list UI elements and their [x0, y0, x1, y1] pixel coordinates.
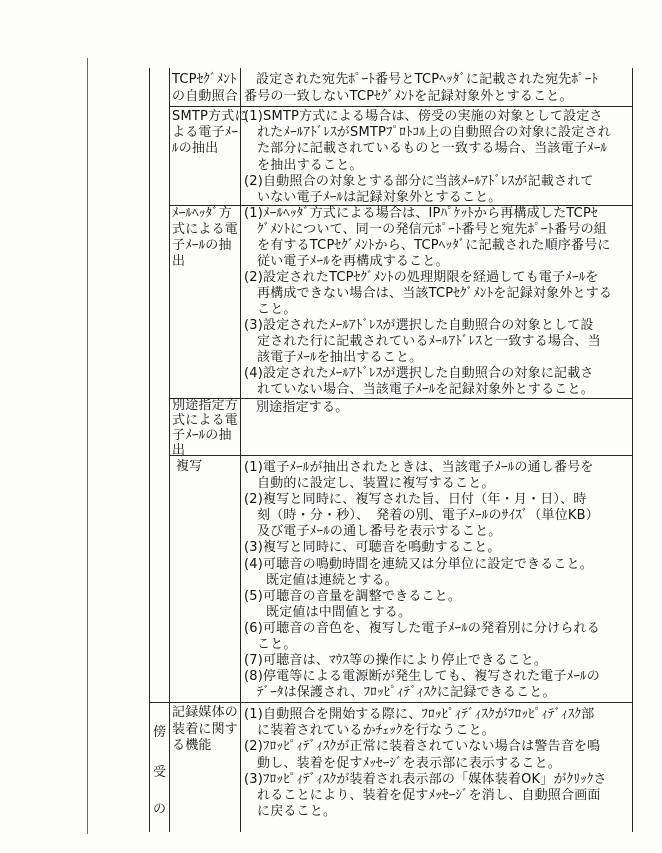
item-name-line: 別途指定方 [172, 398, 239, 413]
item-name-cell [170, 72, 240, 106]
item-description-cell [241, 398, 631, 455]
item-name-line: 出 [172, 443, 186, 458]
left-margin-rule [87, 58, 88, 834]
description-line: 番号の一致しないTCPｾｸﾞﾒﾝﾄを記録対象外とすること。 [244, 88, 573, 104]
item-name-cell [170, 702, 240, 826]
row-copy [149, 455, 632, 702]
table-right-border [632, 68, 633, 832]
description-line: れたﾒｰﾙｱﾄﾞﾚｽがSMTPﾌﾟﾛﾄｺﾙ上の自動照合の対象に設定され [257, 125, 611, 141]
item-name-line: る機能 [172, 738, 212, 753]
item-name-line: 式による電 [172, 222, 239, 237]
description-line: こと。 [257, 637, 297, 653]
item-name-cell [170, 205, 240, 398]
item-name-line: 記録媒体の [172, 705, 239, 720]
item-description-cell [241, 455, 631, 702]
description-line: (3)複写と同時に、可聴音を鳴動すること。 [244, 540, 501, 556]
item-name-line: 複写 [176, 459, 203, 474]
description-line: 定された行に記載されているﾒｰﾙｱﾄﾞﾚｽと一致する場合、当 [257, 334, 601, 349]
group-label-char: 傍 [152, 725, 166, 740]
description-line: (1)ﾒｰﾙﾍｯﾀﾞ方式による場合は、IPﾊﾟｹｯﾄから再構成したTCPｾ [244, 206, 598, 221]
item-name-line: 子ﾒｰﾙの抽 [172, 428, 232, 443]
item-name-line: よる電子ﾒｰ [172, 125, 239, 141]
description-line: れることにより、装着を促すﾒｯｾｰｼﾞを消し、自動照合画面 [257, 788, 601, 804]
item-name-line: 式による電 [172, 413, 239, 428]
description-line: (3)ﾌﾛｯﾋﾟｨﾃﾞｨｽｸが装着され表示部の「媒体装着OK」がｸﾘｯｸさ [244, 771, 607, 787]
item-name-line: 子ﾒｰﾙの抽 [172, 238, 232, 253]
description-line: (2)設定されたTCPｾｸﾞﾒﾝﾄの処理期限を経過しても電子ﾒｰﾙを [244, 270, 599, 285]
item-description-cell [241, 205, 631, 398]
item-description-cell [241, 106, 631, 205]
description-line: に装着されているかﾁｪｯｸを行なうこと。 [257, 723, 496, 739]
item-name-line: 出 [172, 254, 186, 269]
row-tcp-segment-auto-match [149, 72, 632, 106]
description-line: 既定値は中間値とする。 [266, 604, 412, 620]
item-name-line: ﾙの抽出 [172, 141, 219, 157]
description-line: 刻（時・分・秒）、 発着の別、電子ﾒｰﾙのｻｲｽﾞ（単位KB） [257, 508, 599, 524]
description-line: れていない場合、当該電子ﾒｰﾙを記録対象外とすること。 [257, 382, 594, 397]
item-name-cell [170, 398, 240, 458]
item-name-line: の自動照合 [172, 88, 239, 104]
row-media-mount-function [149, 702, 632, 826]
description-line: (1)電子ﾒｰﾙが抽出されたときは、当該電子ﾒｰﾙの通し番号を [244, 460, 594, 475]
description-line: 及び電子ﾒｰﾙの通し番号を表示すること。 [257, 524, 502, 540]
description-line: (3)設定されたﾒｰﾙｱﾄﾞﾚｽが選択した自動照合の対象として設 [244, 318, 594, 333]
group-label-char: の [152, 802, 166, 817]
description-line: (7)可聴音は、ﾏｳｽ等の操作により停止できること。 [244, 653, 548, 669]
item-name-line: ﾒｰﾙﾍｯﾀﾞ方 [172, 206, 232, 221]
description-line: 既定値は連続とする。 [266, 572, 399, 588]
description-line: (1)自動照合を開始する際に、ﾌﾛｯﾋﾟｨﾃﾞｨｽｸがﾌﾛｯﾋﾟｨﾃﾞｨｽｸ部 [244, 707, 595, 722]
description-line: (6)可聴音の音色を、複写した電子ﾒｰﾙの発着別に分けられる [244, 620, 600, 636]
description-line: (2)ﾌﾛｯﾋﾟｨﾃﾞｨｽｸが正常に装着されていない場合は警告音を鳴 [244, 739, 601, 755]
description-line: 動し、装着を促すﾒｯｾｰｼﾞを表示部に表示すること。 [257, 755, 562, 771]
description-line: 別途指定する。 [256, 400, 349, 415]
description-line: を抽出すること。 [257, 157, 363, 173]
item-name-cell [170, 106, 248, 205]
description-line: こと。 [257, 302, 297, 317]
description-line: ｸﾞﾒﾝﾄについて、同一の発信元ﾎﾟｰﾄ番号と宛先ﾎﾟｰﾄ番号の組 [257, 222, 607, 237]
group-label-char: 受 [152, 765, 166, 780]
description-line: に戻ること。 [257, 804, 337, 820]
item-name-line: TCPｾｸﾞﾒﾝﾄ [172, 72, 237, 87]
description-line: (4)設定されたﾒｰﾙｱﾄﾞﾚｽが選択した自動照合の対象に記載さ [244, 366, 594, 381]
description-line: 設定された宛先ﾎﾟｰﾄ番号とTCPﾍｯﾀﾞに記載された宛先ﾎﾟｰﾄ [256, 72, 599, 87]
description-line: (2)自動照合の対象とする部分に当該ﾒｰﾙｱﾄﾞﾚｽが記載されて [244, 173, 594, 189]
row-separately-specified-extraction [149, 398, 632, 458]
item-name-line: SMTP方式に [172, 109, 248, 124]
description-line: (1)SMTP方式による場合は、傍受の実施の対象として設定さ [244, 109, 603, 124]
description-line: いない電子ﾒｰﾙは記録対象外とすること。 [257, 190, 502, 206]
description-line: (8)停電等による電源断が発生しても、複写された電子ﾒｰﾙの [244, 669, 600, 685]
description-line: (5)可聴音の音量を調整できること。 [244, 588, 462, 604]
description-line: 自動的に設定し、装置に複写すること。 [257, 476, 495, 492]
description-line: ﾃﾞｰﾀは保護され、ﾌﾛｯﾋﾟｨﾃﾞｨｽｸに記録できること。 [257, 685, 556, 701]
description-line: を有するTCPｾｸﾞﾒﾝﾄから、TCPﾍｯﾀﾞに記載された順序番号に [257, 238, 611, 253]
description-line: 従い電子ﾒｰﾙを再構成すること。 [257, 254, 449, 269]
item-name-cell [170, 455, 240, 702]
item-description-cell [241, 702, 631, 826]
item-name-line: 装着に関す [172, 721, 239, 737]
description-line: (4)可聴音の鳴動時間を連続又は分単位に設定できること。 [244, 556, 594, 572]
item-description-cell [241, 72, 631, 106]
description-line: た部分に記載されているものと一致する場合、当該電子ﾒｰﾙ [257, 141, 608, 157]
description-line: 該電子ﾒｰﾙを抽出すること。 [257, 350, 423, 365]
row-mail-header-extraction [149, 205, 632, 398]
description-line: (2)複写と同時に、複写された旨、日付（年・月・日）、時 [244, 492, 587, 508]
description-line: 再構成できない場合は、当該TCPｾｸﾞﾒﾝﾄを記録対象外とする [257, 286, 613, 301]
row-smtp-extraction [149, 106, 632, 205]
